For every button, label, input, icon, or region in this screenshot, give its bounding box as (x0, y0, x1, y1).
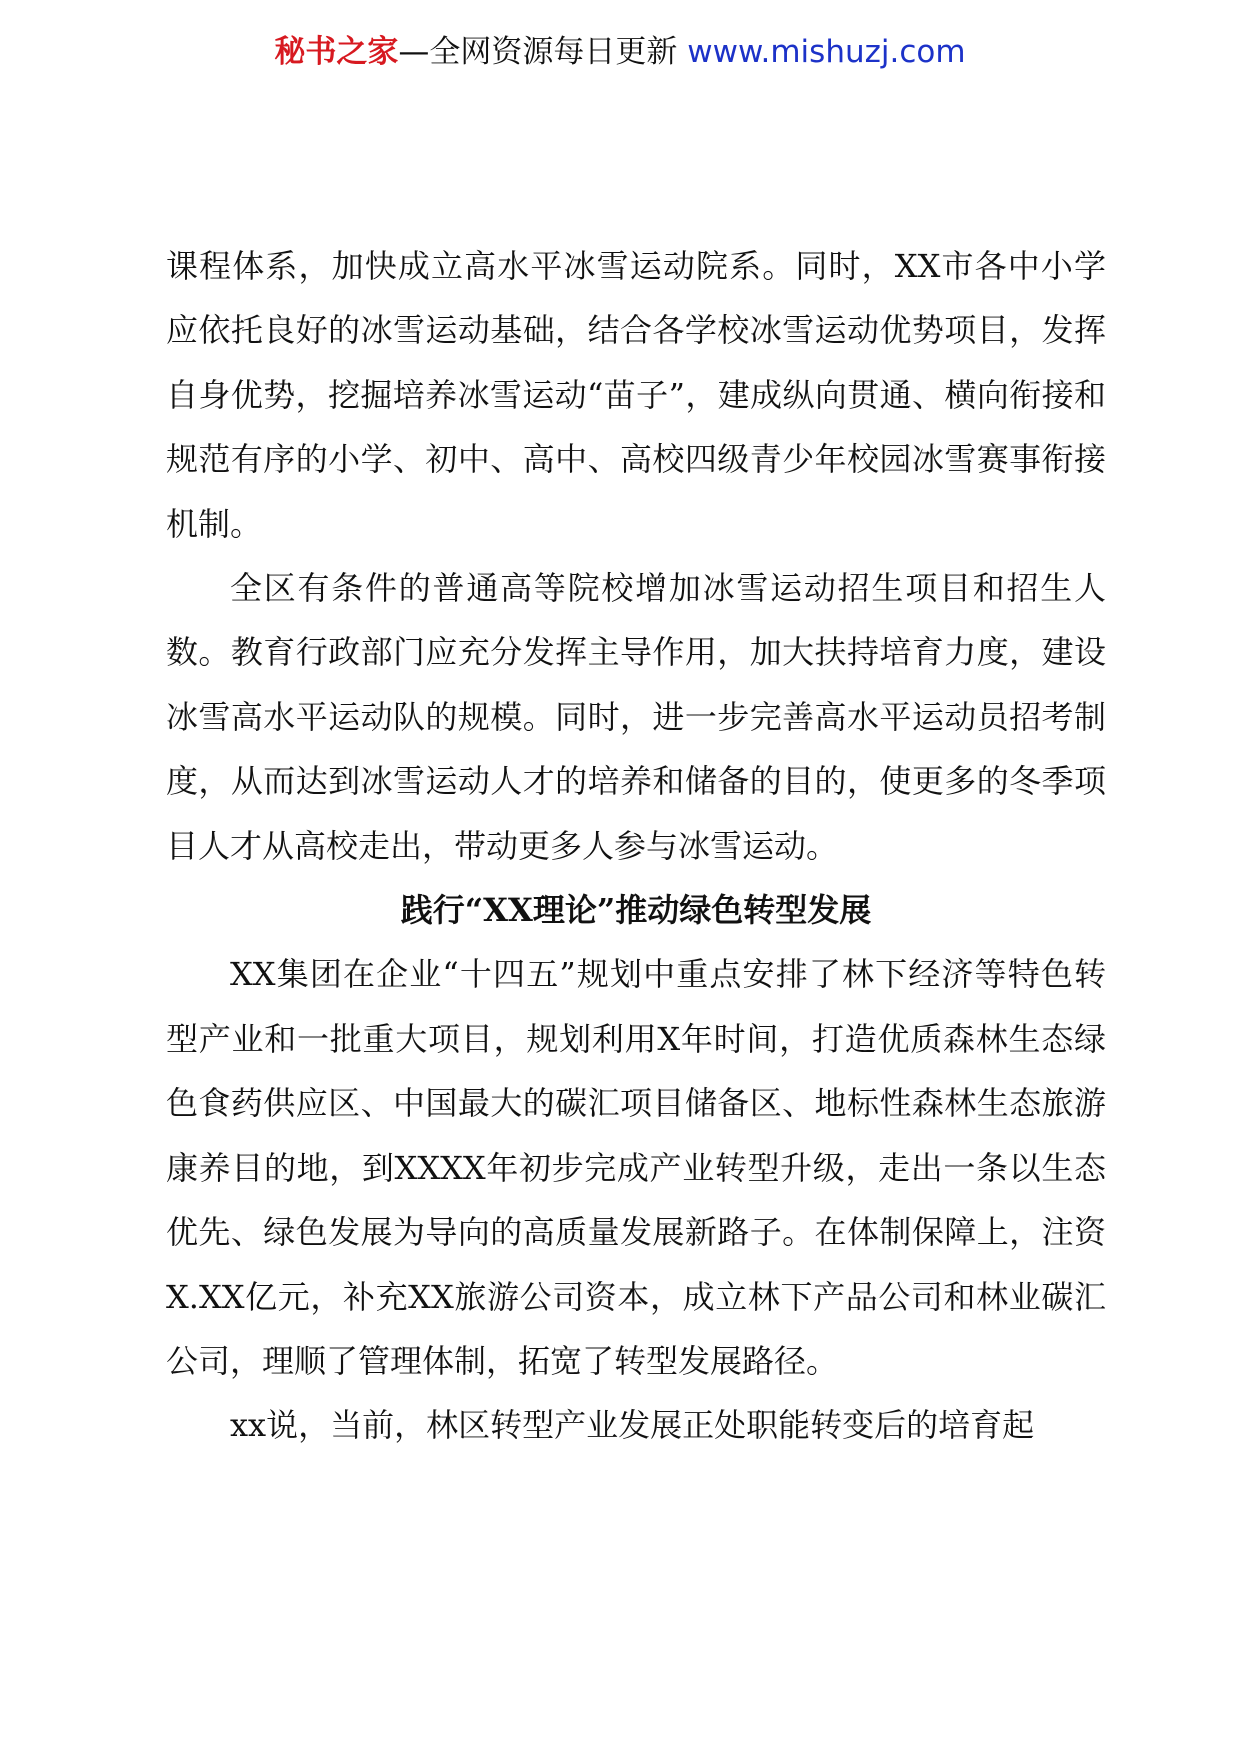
paragraph-enrollment: 全区有条件的普通高等院校增加冰雪运动招生项目和招生人数。教育行政部门应充分发挥主导作用，加大扶持培育力度，建设冰雪高水平运动队的规模。同时，进一步完善高水平运动员招考制度，从而达到冰雪运动人才的培养和储备的目的，使更多的冬季项目人才从高校走出，带动更多人参与冰雪运动。 (166, 569, 1106, 865)
site-url-link[interactable]: www.mishuzj.com (687, 34, 966, 70)
document-body (166, 234, 1106, 1458)
paragraph-group-plan: XX集团在企业“十四五”规划中重点安排了林下经济等特色转型产业和一批重大项目，规划利用X年时间，打造优质森林生态绿色食药供应区、中国最大的碳汇项目储备区、地标性森林生态旅游康养目的地，到XXXX年初步完成产业转型升级，走出一条以生态优先、绿色发展为导向的高质量发展新路子。在体制保障上，注资X.XX亿元，补充XX旅游公司资本，成立林下产品公司和林业碳汇公司，理顺了管理体制，拓宽了转型发展路径。 (166, 955, 1106, 1380)
paragraph-current-stage: xx说，当前，林区转型产业发展正处职能转变后的培育起 (230, 1406, 1035, 1445)
site-brand: 秘书之家 (274, 34, 399, 70)
section-heading: 践行“XX理论”推动绿色转型发展 (400, 891, 872, 930)
site-header (0, 30, 1240, 74)
paragraph-continued: 课程体系，加快成立高水平冰雪运动院系。同时，XX市各中小学应依托良好的冰雪运动基础，结合各学校冰雪运动优势项目，发挥自身优势，挖掘培养冰雪运动“苗子”，建成纵向贯通、横向衔接和规范有序的小学、初中、高中、高校四级青少年校园冰雪赛事衔接机制。 (166, 247, 1106, 543)
site-tagline: —全网资源每日更新 (398, 34, 688, 70)
